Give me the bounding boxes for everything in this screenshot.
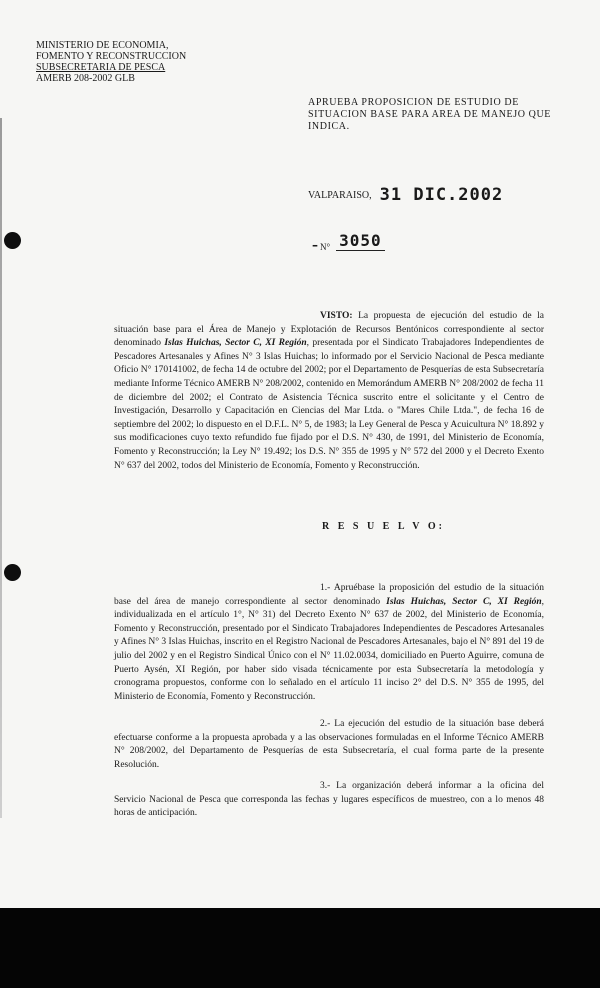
resuelvo-heading: R E S U E L V O: [322, 521, 445, 532]
header-line-ministry: MINISTERIO DE ECONOMIA, [36, 40, 169, 51]
place-label: VALPARAISO, [308, 190, 372, 201]
resolution-number: 3050 [336, 231, 385, 251]
visto-label: VISTO: [320, 311, 353, 321]
visto-text-rest: , presentada por el Sindicato Trabajadores Independientes de Pescadores Artesanales y Afines N° 3 Islas Huichas; lo informado por el Servicio Nacional de Pesca mediante Oficio N° 170141002, de fecha 14 de octubre del 2002; por el Departamento de Pesquerías de esta Subsecretaría mediante Informe Técnico AMERB N° 208/2002, contenido en Memorándum AMERB N° 208/2002 de fecha 11 de diciembre del 2002; el Contrato de Asistencia Técnica suscrito entre el solicitante y el Centro de Investigación, Desarrollo y Capacitación en Ciencias del Mar Ltda. o "Mares Chile Ltda.", de fecha 16 de septiembre del 2002; lo dispuesto en el D.F.L. N° 5, de 1983; la Ley General de Pesca y Acuicultura N° 18.892 y sus modificaciones cuyo texto refundido fue fijado por el D.S. N° 430, de 1991, del Ministerio de Economía, Fomento y Reconstrucción; la Ley N° 19.492; los D.S. N° 355 de 1995 y N° 572 del 2000 y el Decreto Exento N° 637 del 2002, todos del Ministerio de Economía, Fomento y Reconstrucción. [114, 338, 545, 471]
number-dash: - [312, 234, 318, 254]
visto-text-start: La propuesta de ejecución del estudio de la situación base para el Área de Manejo y Explotación de Recursos Bentónicos correspondiente al sector denominado [114, 311, 544, 349]
number-label: N° [320, 242, 331, 252]
resolution-subject: APRUEBA PROPOSICION DE ESTUDIO DE SITUACION BASE PARA AREA DE MANEJO QUE INDICA. [308, 97, 552, 132]
visto-paragraph [114, 310, 544, 473]
resolution-number-line [312, 231, 385, 255]
header-line-subsecretaria: SUBSECRETARIA DE PESCA [36, 62, 166, 73]
place-date-line [308, 183, 503, 203]
scan-edge-shadow [0, 118, 2, 818]
visto-sector-name: Islas Huichas, Sector C, XI Región [164, 338, 307, 349]
article-1-paragraph [114, 582, 544, 704]
article-1-text-start: 1.- Apruébase la proposición del estudio de la situación base del área de manejo correspondiente al sector denominado [114, 583, 544, 607]
punch-hole-middle [4, 564, 21, 581]
header-line-reference: AMERB 208-2002 GLB [36, 73, 135, 84]
article-3-paragraph: 3.- La organización deberá informar a la oficina del Servicio Nacional de Pesca que corresponda las fechas y lugares específicos de muestreo, con a lo menos 48 horas de anticipación. [114, 781, 544, 819]
article-2-paragraph: 2.- La ejecución del estudio de la situación base deberá efectuarse conforme a la propuesta aprobada y a las observaciones formuladas en el Informe Técnico AMERB N° 208/2002, del Departamento de Pesquerías de esta Subsecretaría, el cual forma parte de la presente Resolución. [114, 719, 544, 770]
ministry-header [36, 40, 206, 84]
scan-bottom-border [0, 908, 600, 988]
article-1-text-rest: , individualizada en el artículo 1°, N° 31) del Decreto Exento N° 637 de 2002, del Ministerio de Economía, Fomento y Reconstrucción, presentado por el Sindicato Trabajadores Independientes de Pescadores Artesanales y Afines N° 3 Islas Huichas, inscrito en el Registro Nacional de Pescadores Artesanales, bajo el N° 891 del 19 de julio del 2002 y en el Registro Sindical Único con el N° 11.02.0034, domiciliado en Puerto Aguirre, comuna de Puerto Aysén, XI Región, por haber sido visada técnicamente por esta Subsecretaría la metodología y cronograma propuestos, conforme con lo señalado en el artículo 11 inciso 2° del D.S. N° 355 de 1995, del Ministerio de Economía, Fomento y Reconstrucción. [114, 596, 545, 702]
header-line-fomento: FOMENTO Y RECONSTRUCCION [36, 51, 187, 62]
punch-hole-top [4, 232, 21, 249]
article-1-sector-name: Islas Huichas, Sector C, XI Región [386, 596, 542, 607]
date-stamp: 31 DIC.2002 [379, 185, 504, 205]
